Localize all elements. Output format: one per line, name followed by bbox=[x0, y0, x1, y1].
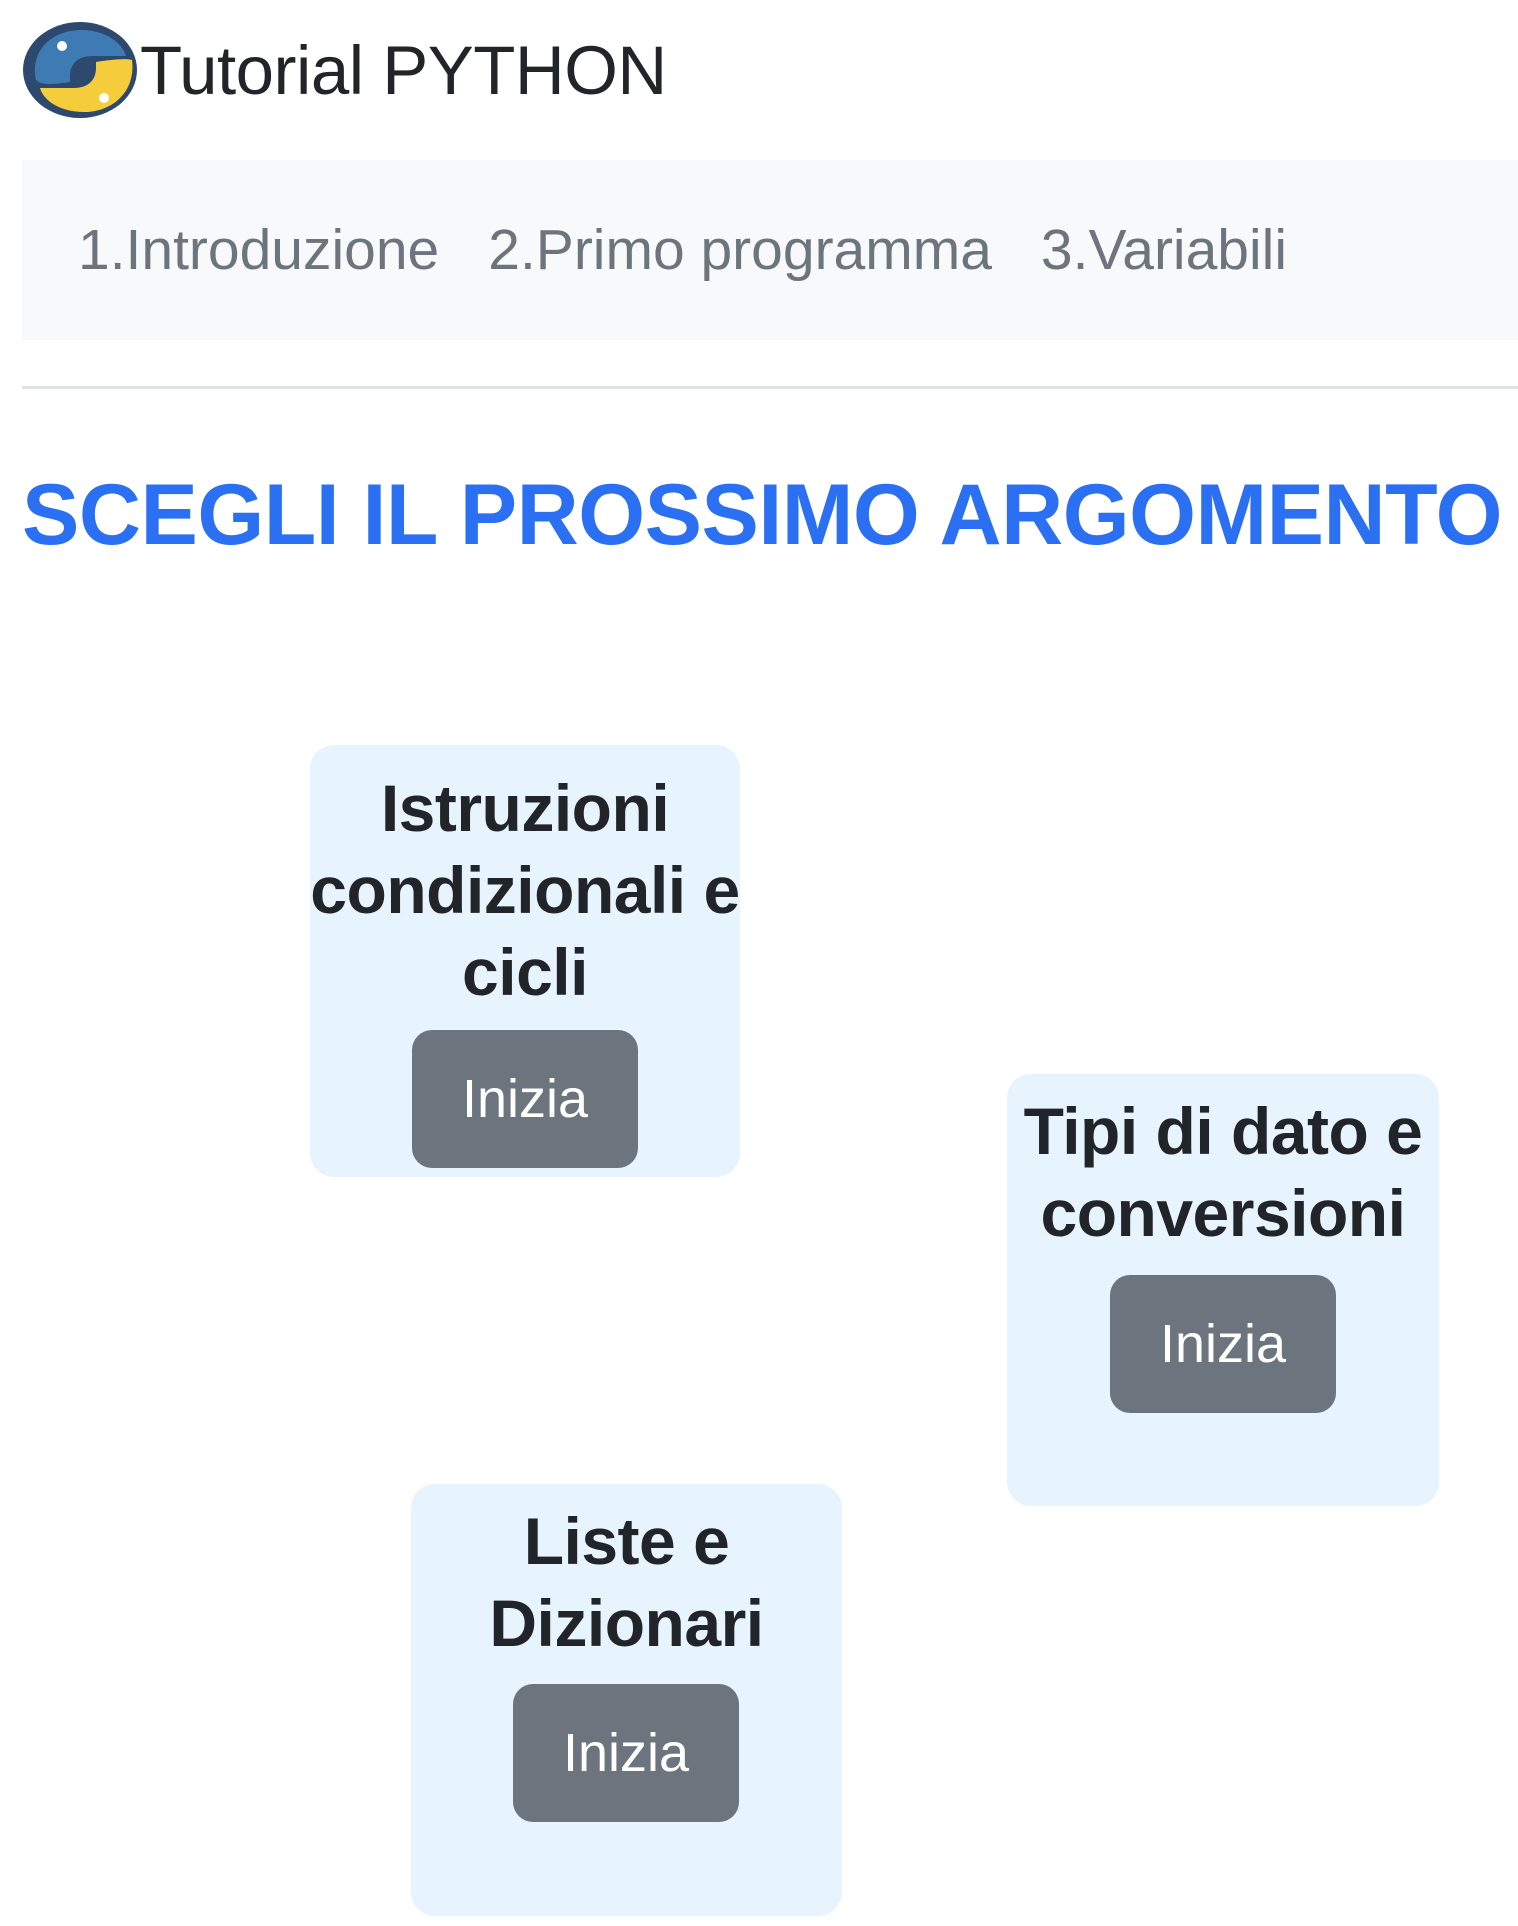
card-title: Liste e Dizionari bbox=[489, 1504, 764, 1660]
topic-card-istruzioni bbox=[310, 745, 740, 1177]
card-title: Tipi di dato e conversioni bbox=[1023, 1094, 1423, 1250]
topic-card-tipi-di-dato bbox=[1007, 1074, 1439, 1506]
page-heading: SCEGLI IL PROSSIMO ARGOMENTO bbox=[22, 467, 1502, 563]
card-title: Istruzioni condizionali e cicli bbox=[310, 771, 740, 1009]
inizia-button[interactable]: Inizia bbox=[513, 1684, 739, 1822]
nav-link-primo-programma[interactable]: 2.Primo programma bbox=[488, 218, 992, 282]
brand[interactable] bbox=[22, 20, 667, 120]
navbar bbox=[22, 160, 1518, 340]
nav-link-variabili[interactable]: 3.Variabili bbox=[1040, 218, 1287, 282]
inizia-button[interactable]: Inizia bbox=[412, 1030, 638, 1168]
divider bbox=[22, 386, 1518, 389]
inizia-button[interactable]: Inizia bbox=[1110, 1275, 1336, 1413]
topic-card-liste bbox=[411, 1484, 842, 1916]
nav-link-introduzione[interactable]: 1.Introduzione bbox=[78, 218, 440, 282]
python-logo-icon bbox=[22, 20, 138, 120]
brand-title: Tutorial PYTHON bbox=[140, 31, 667, 109]
